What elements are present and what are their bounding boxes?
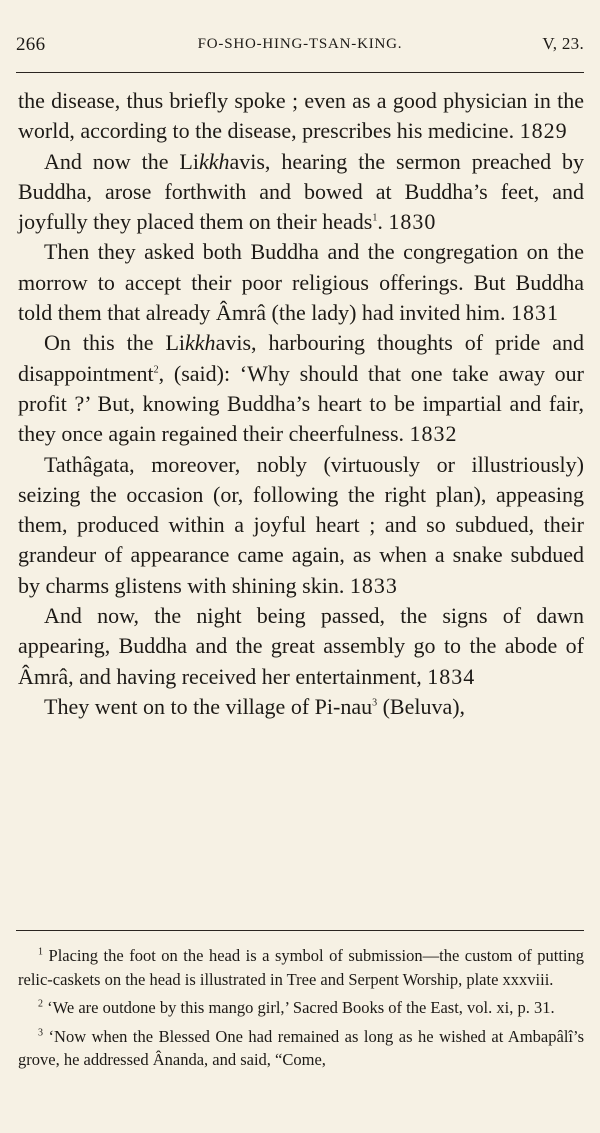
verse-number: 1830	[388, 209, 437, 235]
verse-number: 1829	[519, 118, 568, 144]
paragraph-6: And now, the night being passed, the signs of dawn appearing, Buddha and the great assembly go to the abode of Âmrâ, and having received her entertainment, 1834	[18, 603, 584, 689]
main-text	[18, 86, 584, 722]
running-title: FO-SHO-HING-TSAN-KING.	[197, 36, 403, 52]
section-reference: V, 23.	[542, 34, 584, 53]
paragraph-4: On this the Likkhavis, harbouring thoughts of pride and disappointment$^2$, (said): ‘Why should that one take away our profit ?’ But, knowing Buddha’s heart to be impartial and fair, they once again regained their cheerfulness. 1832	[18, 330, 584, 447]
paragraph-7: They went on to the village of Pi-nau$^3$ (Beluva),	[44, 693, 466, 719]
footnote-ref-3: 3	[372, 697, 378, 709]
paragraph-2: And now the Likkhavis, hearing the sermon preached by Buddha, arose forthwith and bowed at Buddha’s feet, and joyfully they placed them on their heads$^1$. 1830	[18, 148, 584, 235]
verse-number: 1832	[409, 421, 458, 447]
header-rule	[16, 72, 584, 73]
footnote-2: $^2$ ‘We are outdone by this mango girl,’ Sacred Books of the East, vol. xi, p. 31.	[38, 998, 555, 1017]
paragraph-5: Tathâgata, moreover, nobly (virtuously or illustriously) seizing the occasion (or, following the right plan), appeasing them, produced within a joyful heart ; and so subdued, their grandeur of appearance came again, as when a snake subdued by charms glistens with shining skin. 1833	[18, 451, 584, 598]
verse-number: 1833	[349, 572, 398, 598]
footnotes	[18, 944, 584, 1077]
footnote-1: $^1$ Placing the foot on the head is a symbol of submission—the custom of putting relic-caskets on the head is illustrated in Tree and Serpent Worship, plate xxxviii.	[18, 946, 584, 989]
footnote-3: $^3$ ‘Now when the Blessed One had remained as long as he wished at Ambapâlî’s grove, he addressed Ânanda, and said, “Come,	[18, 1026, 585, 1069]
footnote-ref-1: 1	[372, 212, 378, 224]
paragraph-1: the disease, thus briefly spoke ; even as a good physician in the world, according to the disease, prescribes his medicine. 1829	[18, 88, 584, 144]
footnote-ref-2: 2	[153, 364, 159, 376]
running-header	[16, 30, 584, 58]
verse-number: 1831	[511, 300, 560, 326]
paragraph-3: Then they asked both Buddha and the congregation on the morrow to accept their poor religious offerings. But Buddha told them that already Âmrâ (the lady) had invited him. 1831	[18, 239, 584, 326]
verse-number: 1834	[427, 663, 476, 689]
page-number: 266	[16, 34, 46, 55]
footnote-rule	[16, 930, 584, 931]
